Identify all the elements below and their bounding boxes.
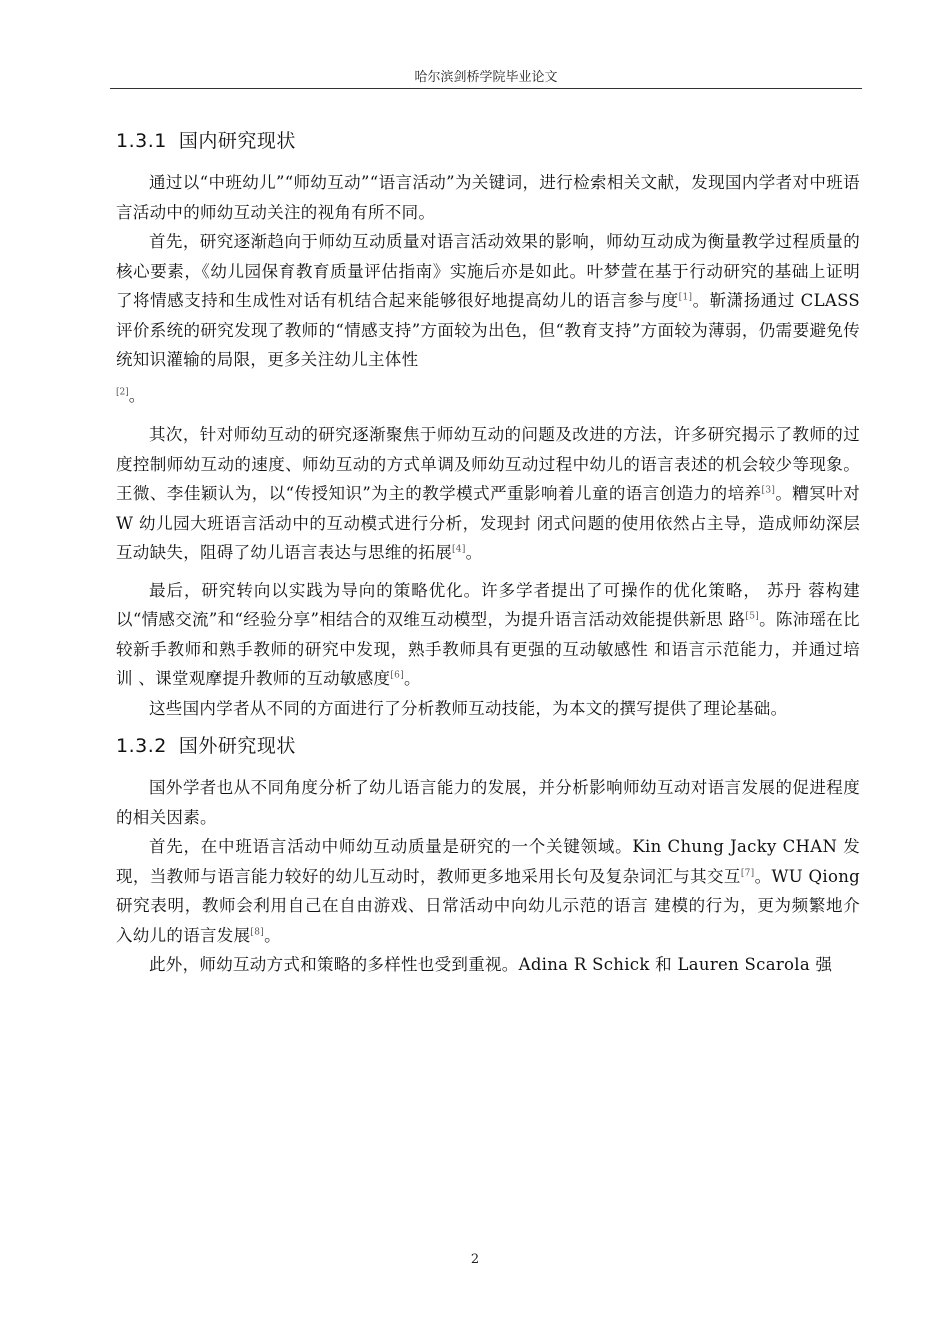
section-number: 1.3.2 — [116, 735, 167, 757]
paragraph-text: 。 — [404, 669, 421, 688]
citation: [1] — [678, 292, 693, 303]
citation: [6] — [390, 670, 405, 681]
header-divider — [110, 88, 862, 89]
citation: [4] — [452, 544, 466, 555]
paragraph-text: 。靳潇扬通过 CLASS 评价系统的研究发现了教师的“情感支持”方面较为出色，但“教育支持”方面较为薄弱，仍需要避免传统知识灌输的局限，更多关注幼儿主体性 — [116, 291, 860, 369]
paragraph-text: 首先，在中班语言活动中师幼互动质量是研究的一个关键领域。Kin Chung Jacky CHAN 发现，当教师与语言能力较好的幼儿互动时，教师更多地采用长句及复杂词汇与其交互 — [116, 837, 860, 886]
paragraph: 此外，师幼互动方式和策略的多样性也受到重视。Adina R Schick 和 Lauren Scarola 强 — [149, 955, 833, 974]
paragraph-text: 其次，针对师幼互动的研究逐渐聚焦于师幼互动的问题及改进的方法，许多研究揭示了教师的过度控制师幼互动的速度、师幼互动的方式单调及师幼互动过程中幼儿的语言表述的机会较少等现象。王微、李佳颖认为，以“传授知识”为主的教学模式严重影响着儿童的语言创造力的培养 — [116, 425, 860, 503]
page-number: 2 — [470, 1252, 480, 1267]
page-body — [116, 124, 860, 980]
paragraph: 国外学者也从不同角度分析了幼儿语言能力的发展，并分析影响师幼互动对语言发展的促进程度的相关因素。 — [116, 778, 860, 827]
paragraph-text: 。 — [128, 385, 146, 405]
paragraph-text: 。 — [465, 543, 483, 562]
paragraph: 通过以“中班幼儿”“师幼互动”“语言活动”为关键词，进行检索相关文献，发现国内学者对中班语言活动中的师幼互动关注的视角有所不同。 — [116, 173, 860, 222]
paragraph-text: 。糟冥叶对 W 幼儿园大班语言活动中的互动模式进行分析，发现封 闭式问题的使用依然占主导，造成师幼深层互动缺失，阻碍了幼儿语言表达与思维的拓展 — [116, 484, 860, 562]
citation: [2] — [116, 387, 129, 397]
paragraph — [116, 420, 860, 568]
citation: [5] — [745, 611, 760, 622]
section-number: 1.3.1 — [116, 130, 167, 152]
citation: [3] — [761, 485, 776, 496]
paragraph-text: 。陈沛瑶在比较新手教师和熟手教师的研究中发现，熟手教师具有更强的互动敏感性 和语言示范能力，并通过培训 、课堂观摩提升教师的互动敏感度 — [116, 610, 860, 688]
paragraph — [116, 576, 860, 694]
section-heading-domestic — [116, 124, 860, 158]
page-header: 哈尔滨剑桥学院毕业论文 — [414, 70, 558, 85]
paragraph-text: 。WU Qiong 研究表明，教师会利用自己在自由游戏、日常活动中向幼儿示范的语言 建模的行为，更为频繁地介入幼儿的语言发展 — [116, 866, 860, 945]
citation: [7] — [740, 868, 755, 878]
citation: [8] — [250, 927, 265, 937]
paragraph — [116, 227, 860, 375]
section-title: 国外研究现状 — [178, 735, 296, 757]
paragraph-text: 。 — [264, 925, 281, 945]
paragraph: 这些国内学者从不同的方面进行了分析教师互动技能，为本文的撰写提供了理论基础。 — [149, 698, 788, 718]
section-heading-foreign — [116, 729, 860, 763]
paragraph — [116, 832, 860, 950]
section-title: 国内研究现状 — [178, 130, 296, 152]
citation-line — [116, 381, 860, 411]
paragraph-text: 最后，研究转向以实践为导向的策略优化。许多学者提出了可操作的优化策略， 苏丹 蓉构建以“情感交流”和“经验分享”相结合的双维互动模型，为提升语言活动效能提供新思 路 — [116, 580, 860, 629]
paragraph-text: 首先，研究逐渐趋向于师幼互动质量对语言活动效果的影响，师幼互动成为衡量教学过程质量的核心要素，《幼儿园保育教育质量评估指南》实施后亦是如此。叶梦萱在基于行动研究的基础上证明了将情感支持和生成性对话有机结合起来能够很好地提高幼儿的语言参与度 — [116, 232, 860, 310]
spacer — [116, 568, 860, 576]
